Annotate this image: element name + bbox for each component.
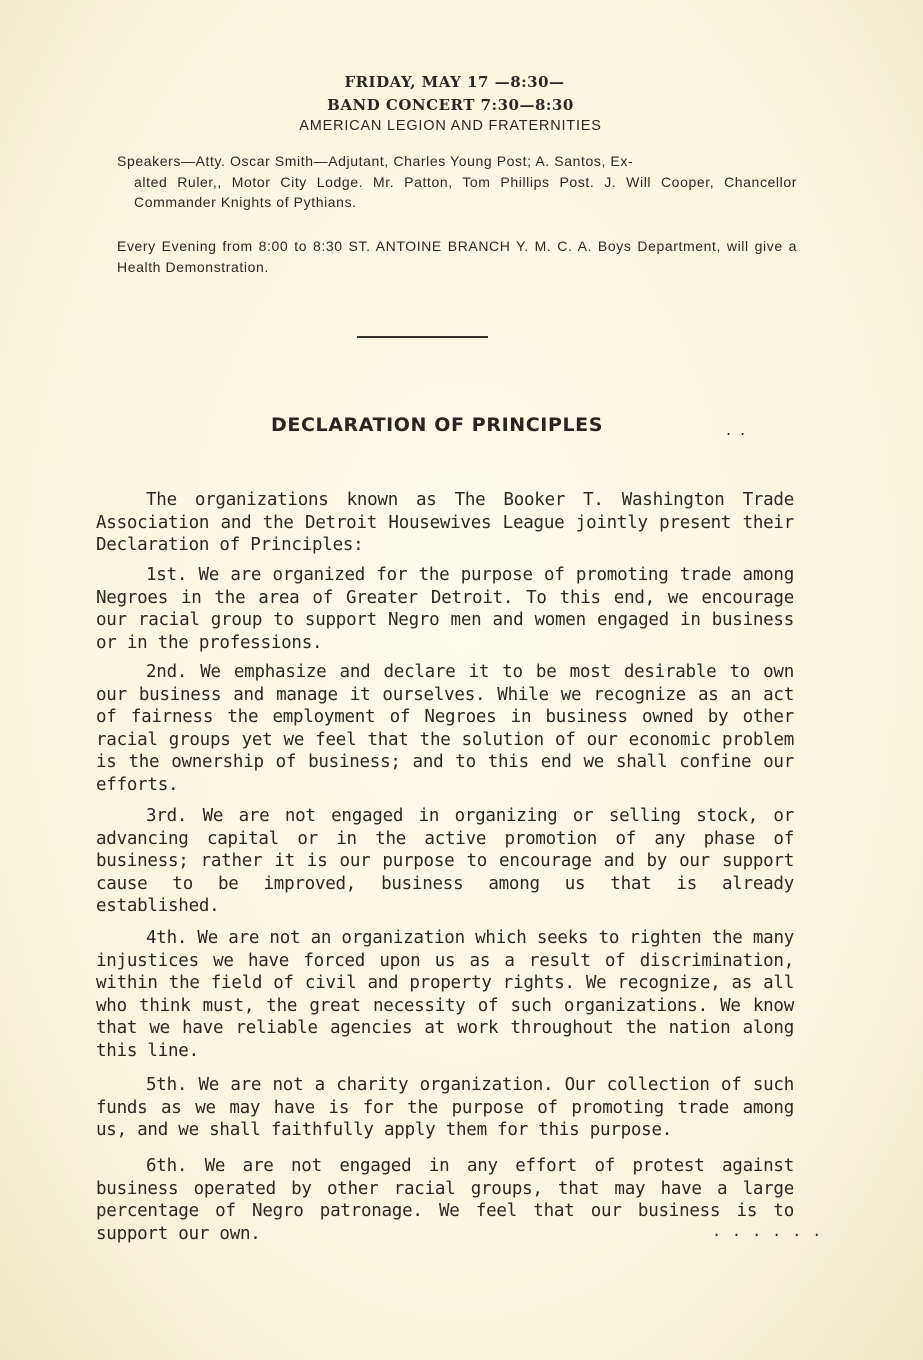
principle-2: 2nd. We emphasize and declare it to be most desirable to own our business and manage it ourselves. While we recognize as an act of fairness the employment of Negroes in business owned by other racial groups yet we feel that the solution of our economic problem is the ownership of business; and to this end we shall confine our efforts. bbox=[96, 662, 794, 795]
declaration-title: DECLARATION OF PRINCIPLES bbox=[271, 414, 604, 436]
principle-1: 1st. We are organized for the purpose of promoting trade among Negroes in the area of Greater Detroit. To this end, we encourage our racial group to support Negro men and women engaged in business or in the professions. bbox=[96, 565, 794, 653]
event-date-line: FRIDAY, MAY 17 —8:30— bbox=[344, 73, 565, 91]
principle-3: 3rd. We are not engaged in organizing or selling stock, or advancing capital or in the active promotion of any phase of business; rather it is our purpose to encourage and by our support cause to be improved, business among us that is already established. bbox=[96, 806, 794, 916]
speakers-notice bbox=[117, 151, 797, 213]
band-concert-line: BAND CONCERT 7:30—8:30 bbox=[327, 96, 574, 114]
principle-4: 4th. We are not an organization which seeks to righten the many injustices we have forced upon us as a result of discrimination, within the field of civil and property rights. We recognize, as all who think must, the great necessity of such organizations. We know that we have reliable agencies at work throughout the nation along this line. bbox=[96, 928, 795, 1061]
evening-demonstration-notice: Every Evening from 8:00 to 8:30 ST. ANTOINE BRANCH Y. M. C. A. Boys Department, will give a Health Demonstration. bbox=[117, 238, 797, 275]
event-hosts-line: AMERICAN LEGION AND FRATERNITIES bbox=[299, 118, 602, 134]
principle-5: 5th. We are not a charity organization. Our collection of such funds as we may have is for the purpose of promoting trade among us, and we shall faithfully apply them for this purpose. bbox=[96, 1075, 794, 1140]
declaration-intro: The organizations known as The Booker T. Washington Trade Association and the Detroit Housewives League jointly present their Declaration of Principles: bbox=[96, 490, 794, 555]
section-divider bbox=[357, 336, 488, 338]
speakers-notice-continuation: alted Ruler,, Motor City Lodge. Mr. Patton, Tom Phillips Post. J. Will Cooper, Chancellor Commander Knights of Pythians. bbox=[134, 173, 797, 210]
continuation-dots: . . . . . . bbox=[712, 1222, 823, 1240]
principle-6: 6th. We are not engaged in any effort of protest against business operated by other racial groups, that may have a large percentage of Negro patronage. We feel that our business is to support our own. bbox=[96, 1156, 794, 1244]
title-dots: . . bbox=[726, 420, 748, 439]
speakers-notice-first-line: Speakers—Atty. Oscar Smith—Adjutant, Charles Young Post; A. Santos, Ex- bbox=[117, 153, 634, 169]
